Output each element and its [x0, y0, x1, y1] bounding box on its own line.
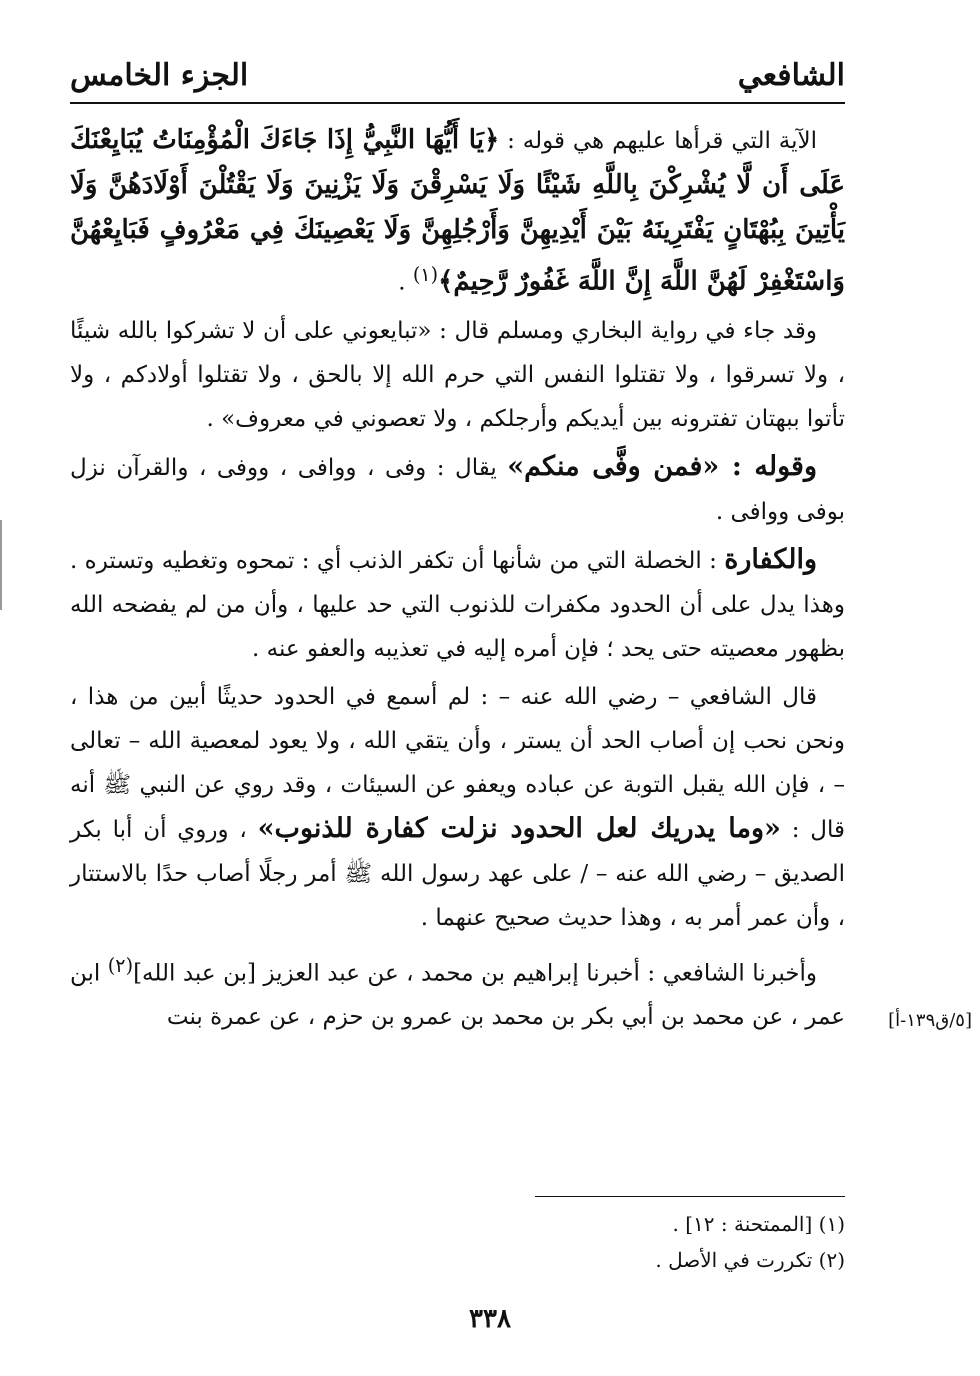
paragraph-shafii: [70, 675, 845, 940]
footnote-rule: [535, 1196, 845, 1197]
shafii-text-b: ، وروي أن أبا بكر الصديق – رضي الله عنه – / على عهد رسول الله ﷺ أمر رجلًا أصاب حدًا بالاستتار ، وأن عمر أمر به ، وهذا حديث صحيح عنهما .: [70, 816, 845, 931]
kaffara-text: : الخصلة التي من شأنها أن تكفر الذنب أي : تمحوه وتغطيه وتستره . وهذا يدل على أن الحدود مكفرات للذنوب التي حد عليها ، وأن من لم يفضحه الله بظهور معصيته حتى يحد ؛ فإن أمره إليه في تعذيبه والعفو عنه .: [70, 547, 845, 662]
page-number: ٣٣٨: [469, 1304, 511, 1334]
footnote-1: (١) [الممتحنة : ١٢] .: [672, 1212, 845, 1236]
isnad-text-a: وأخبرنا الشافعي : أخبرنا إبراهيم بن محمد ، عن عبد العزيز [بن عبد الله]: [133, 960, 817, 987]
footnotes: [70, 1206, 845, 1278]
hadith-quote: «وما يدريك لعل الحدود نزلت كفارة للذنوب»: [257, 812, 781, 844]
body-text: [70, 118, 845, 1043]
manuscript-folio-ref: [٥/ق١٣٩-أ]: [888, 1010, 972, 1031]
header-rule: [70, 102, 845, 104]
isnad-text-b: ابن عمر ، عن محمد بن أبي بكر بن محمد بن عمرو بن حزم ، عن عمرة بنت: [70, 960, 845, 1031]
footnote-2: (٢) تكررت في الأصل .: [655, 1248, 845, 1272]
keyword-kaffara: والكفارة: [724, 543, 817, 575]
part-title: الجزء الخامس: [70, 58, 249, 93]
running-header: [70, 58, 845, 102]
shafii-text-a: قال الشافعي – رضي الله عنه – : لم أسمع في الحدود حديثًا أبين من هذا ، ونحن نحب إن أصاب الحد أن يستر ، وأن يتقي الله ، ولا يعود لمعصية الله – تعالى – ، فإن الله يقبل التوبة عن عباده ويعفو عن السيئات ، وقد روي عن النبي ﷺ أنه قال :: [70, 683, 845, 843]
quran-verse: ﴿يَا أَيُّهَا النَّبِيُّ إِذَا جَاءَكَ الْمُؤْمِنَاتُ يُبَايِعْنَكَ عَلَى أَن لَّا يُشْرِكْنَ بِاللَّهِ شَيْئًا وَلَا يَسْرِقْنَ وَلَا يَزْنِينَ وَلَا يَقْتُلْنَ أَوْلَادَهُنَّ وَلَا يَأْتِينَ بِبُهْتَانٍ يَفْتَرِينَهُ بَيْنَ أَيْدِيهِنَّ وَأَرْجُلِهِنَّ وَلَا يَعْصِينَكَ فِي مَعْرُوفٍ فَبَايِعْهُنَّ وَاسْتَغْفِرْ لَهُنَّ اللَّهَ إِنَّ اللَّهَ غَفُورٌ رَّحِيمٌ﴾: [70, 125, 845, 297]
footnote-ref-2: (٢): [107, 953, 134, 977]
verse-end: .: [398, 269, 413, 296]
paragraph-wafa: [70, 445, 845, 534]
paragraph-verse: [70, 118, 845, 305]
keyword-wafa: وقوله : «فمن وفَّى منكم»: [507, 450, 818, 482]
paragraph-kaffara: [70, 538, 845, 671]
book-title: الشافعي: [737, 58, 845, 93]
scan-edge-mark: [0, 520, 2, 610]
paragraph-bukhari: وقد جاء في رواية البخاري ومسلم قال : «تبايعوني على أن لا تشركوا بالله شيئًا ، ولا تسرقوا ، ولا تقتلوا النفس التي حرم الله إلا بالحق ، ولا تقتلوا أولادكم ، ولا تأتوا ببهتان تفترونه بين أيديكم وأرجلكم ، ولا تعصوني في معروف» .: [70, 317, 845, 432]
wafa-text: يقال : وفى ، ووافى ، ووفى ، والقرآن نزل بوفى ووافى .: [70, 454, 845, 525]
verse-intro: الآية التي قرأها عليهم هي قوله :: [499, 128, 817, 154]
paragraph-isnad: [70, 944, 845, 1040]
footnote-ref-1: (١): [412, 263, 439, 286]
